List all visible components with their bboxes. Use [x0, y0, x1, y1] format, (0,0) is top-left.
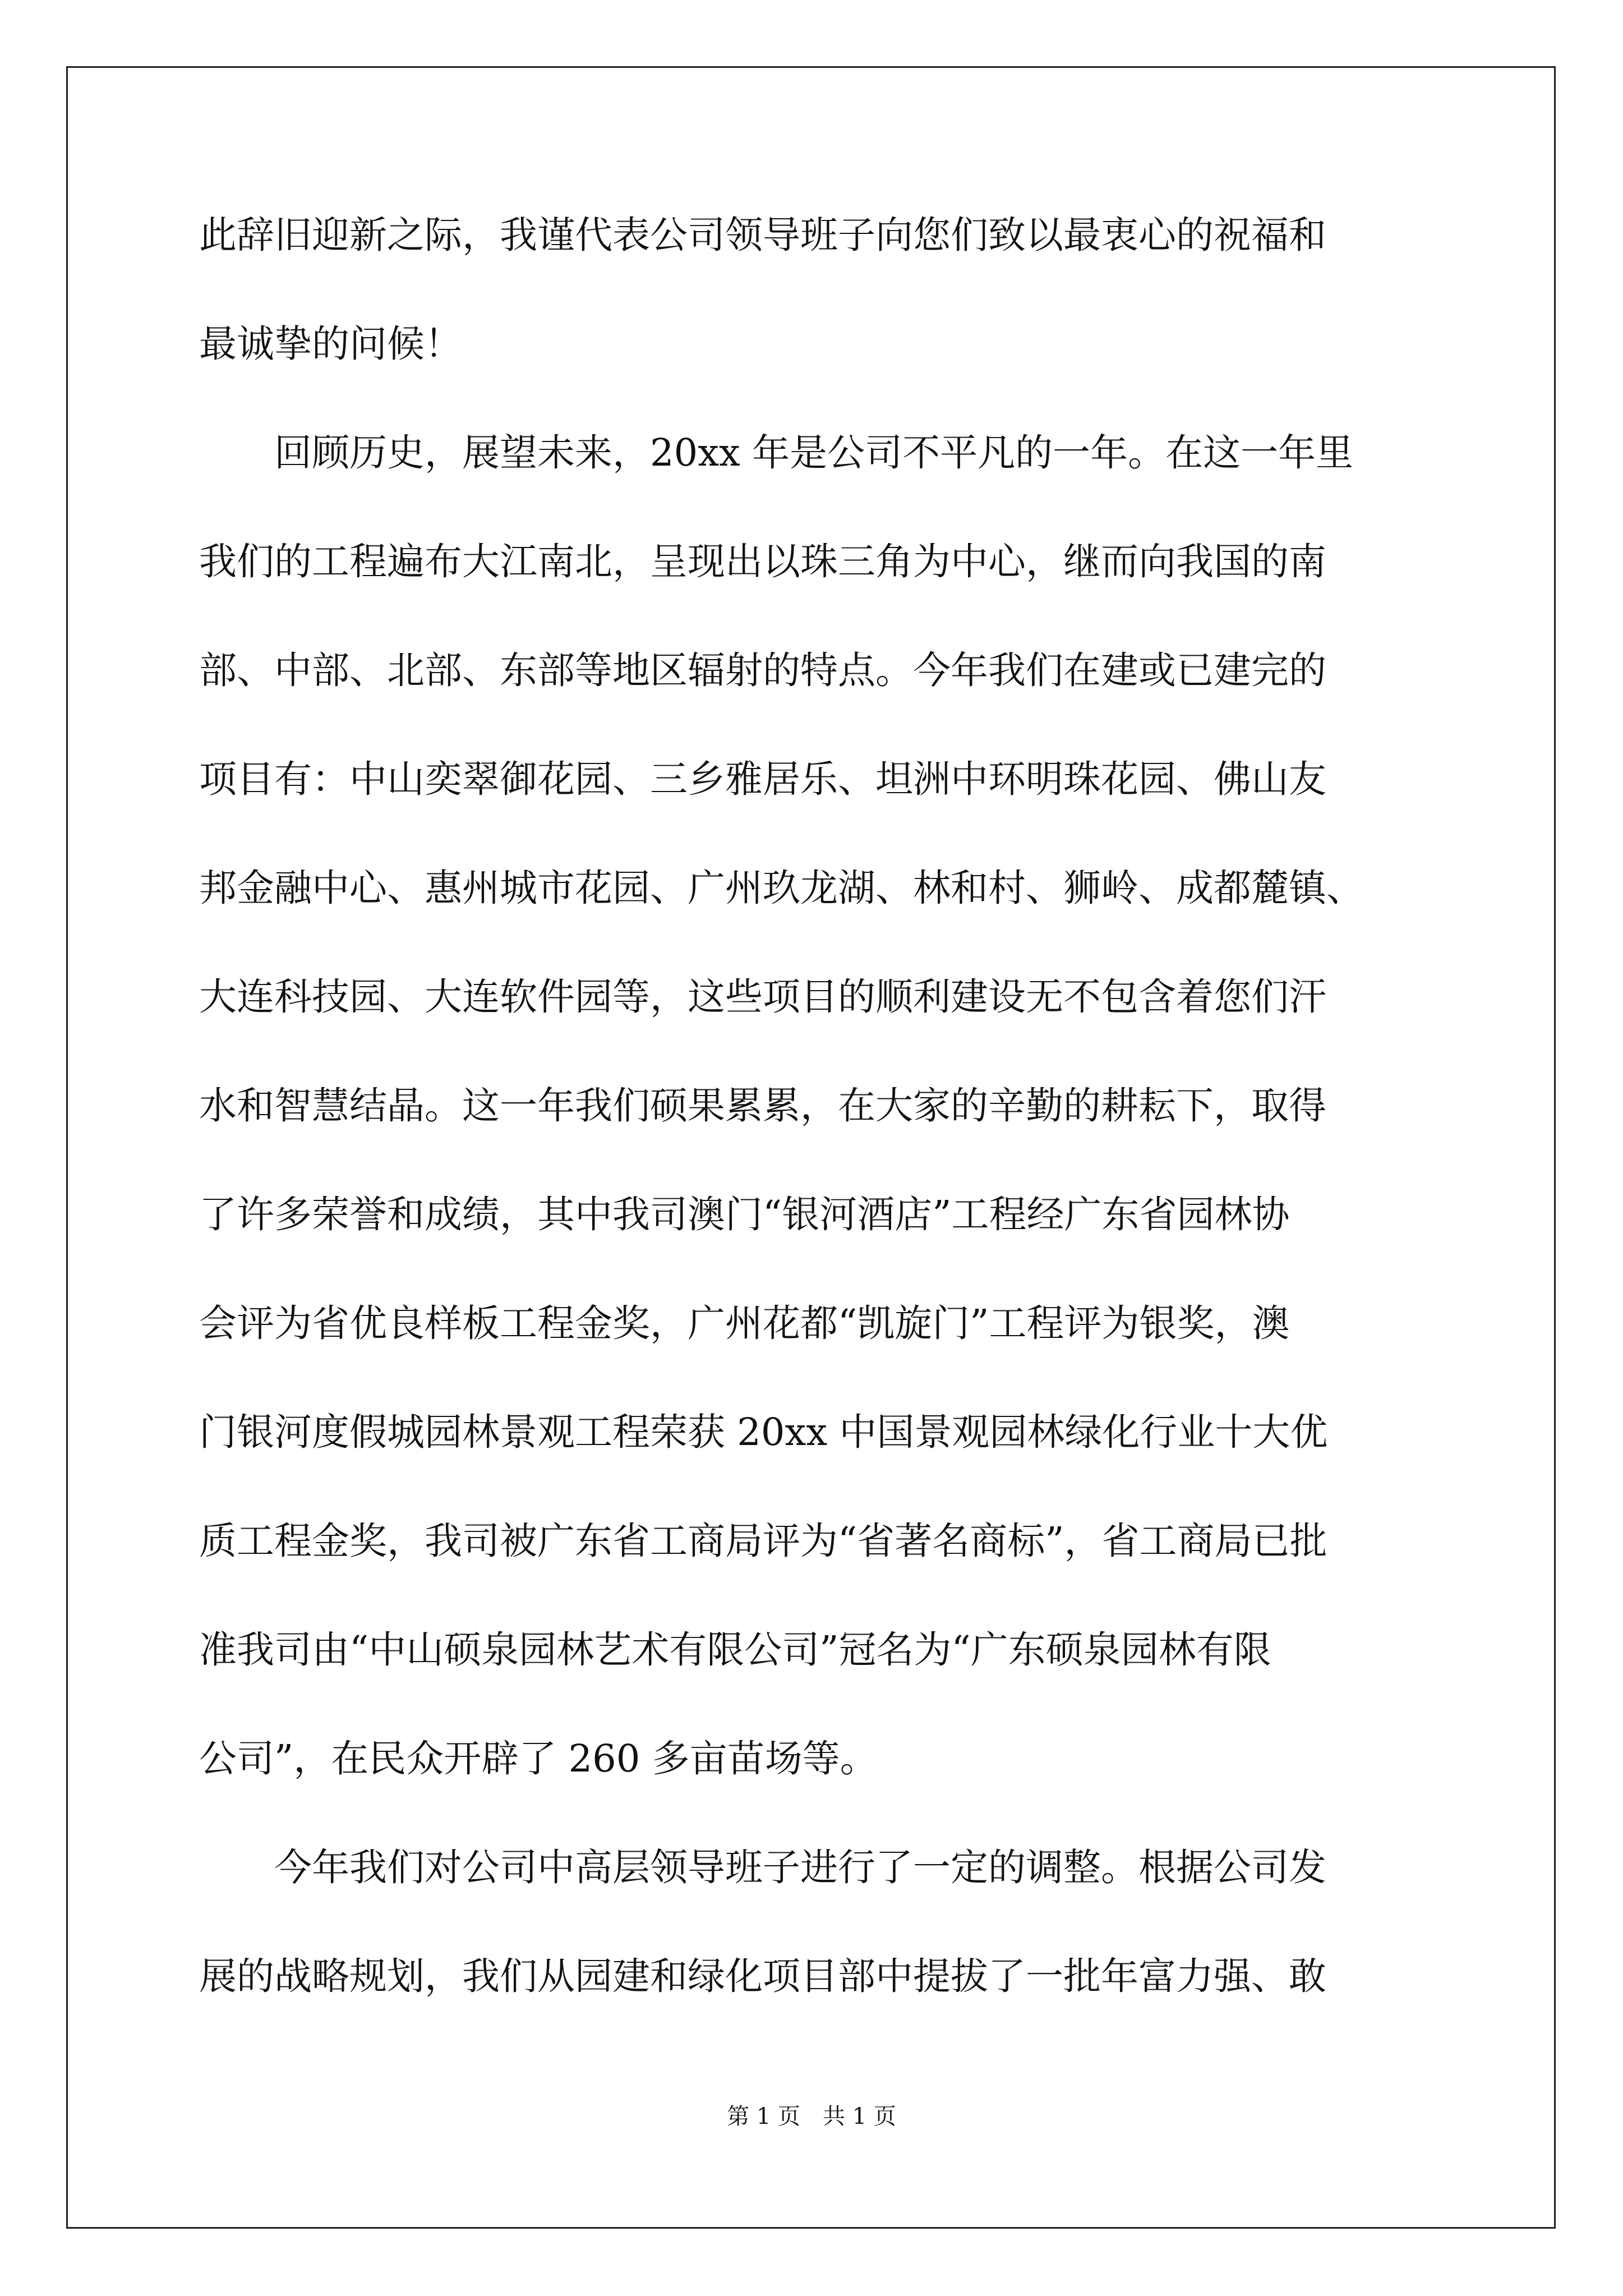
text-line: 展的战略规划，我们从园建和绿化项目部中提拔了一批年富力强、敢 [199, 1954, 1326, 1998]
text-line: 准我司由“中山硕泉园林艺术有限公司”冠名为“广东硕泉园林有限 [199, 1628, 1271, 1672]
page-footer: 第 1 页 共 1 页 [727, 2104, 896, 2129]
text-line: 我们的工程遍布大江南北，呈现出以珠三角为中心，继而向我国的南 [199, 540, 1326, 583]
text-line: 水和智慧结晶。这一年我们硕果累累，在大家的辛勤的耕耘下，取得 [199, 1084, 1326, 1128]
text-line: 回顾历史，展望未来，20xx 年是公司不平凡的一年。在这一年里 [199, 431, 1354, 475]
text-line: 了许多荣誉和成绩，其中我司澳门“银河酒店”工程经广东省园林协 [199, 1193, 1290, 1236]
text-line: 部、中部、北部、东部等地区辐射的特点。今年我们在建或已建完的 [199, 648, 1326, 692]
text-line: 大连科技园、大连软件园等，这些项目的顺利建设无不包含着您们汗 [199, 975, 1326, 1019]
text-line: 此辞旧迎新之际，我谨代表公司领导班子向您们致以最衷心的祝福和 [199, 213, 1326, 257]
text-line: 会评为省优良样板工程金奖，广州花都“凯旋门”工程评为银奖，澳 [199, 1301, 1290, 1345]
text-line: 项目有：中山奕翠御花园、三乡雅居乐、坦洲中环明珠花园、佛山友 [199, 757, 1326, 801]
text-line: 邦金融中心、惠州城市花园、广州玖龙湖、林和村、狮岭、成都麓镇、 [199, 866, 1364, 910]
text-line: 质工程金奖，我司被广东省工商局评为“省著名商标”，省工商局已批 [199, 1519, 1327, 1563]
text-line: 今年我们对公司中高层领导班子进行了一定的调整。根据公司发 [199, 1846, 1326, 1889]
page-border [66, 66, 1556, 2229]
text-line: 最诚挚的问候！ [199, 322, 462, 366]
text-line: 门银河度假城园林景观工程荣获 20xx 中国景观园林绿化行业十大优 [199, 1410, 1328, 1454]
text-line: 公司”，在民众开辟了 260 多亩苗场等。 [199, 1737, 878, 1780]
